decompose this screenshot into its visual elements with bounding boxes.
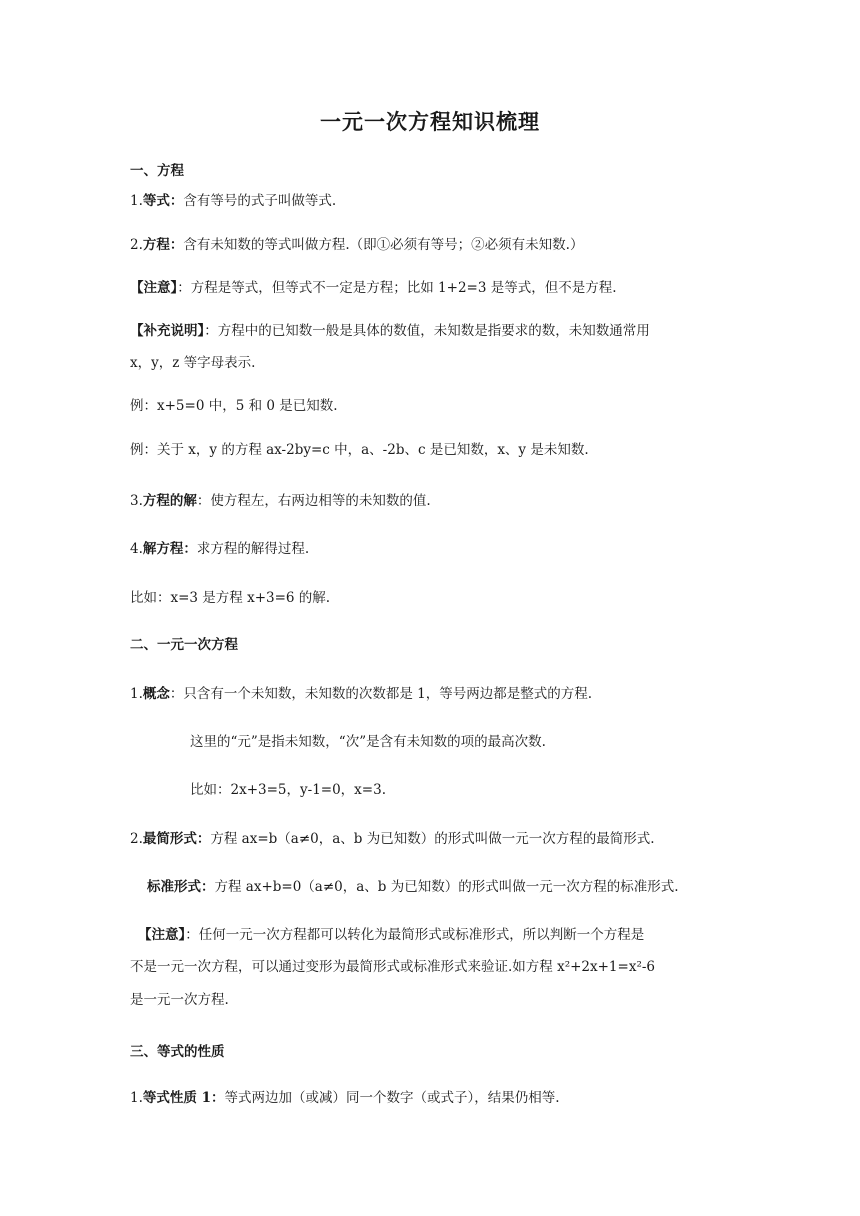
note-paragraph (130, 279, 730, 297)
item-number: 1. (130, 1090, 143, 1106)
paragraph-property-1 (130, 1089, 730, 1107)
item-number: 3. (130, 493, 143, 509)
item-number: 2. (130, 237, 143, 253)
term: 最简形式： (142, 831, 211, 847)
definition: ：使方程左，右两边相等的未知数的值. (196, 493, 431, 509)
example-1: 例：x+5=0 中，5 和 0 是已知数. (130, 398, 338, 414)
example-2: 例：关于 x，y 的方程 ax-2by=c 中，a、-2b、c 是已知数，x、y 是未知数. (130, 442, 589, 458)
term: 方程： (142, 237, 184, 253)
note-tag: 【注意】 (130, 280, 178, 296)
explanation-2: 比如：2x+3=5，y-1=0，x=3. (190, 782, 386, 798)
section-heading-3: 三、等式的性质 (130, 1044, 225, 1060)
paragraph-concept (130, 685, 730, 703)
item-number: 1. (130, 193, 143, 209)
note-paragraph-2-end: 是一元一次方程. (130, 992, 229, 1008)
term: 概念 (142, 686, 170, 702)
note-tag: 【注意】 (138, 927, 186, 943)
definition: 等式两边加（或减）同一个数字（或式子），结果仍相等. (224, 1090, 560, 1106)
term: 等式性质 1： (142, 1090, 225, 1106)
paragraph-solving (130, 540, 730, 558)
definition: 含有等号的式子叫做等式. (183, 193, 337, 209)
term: 标准形式： (147, 879, 215, 895)
example-3: 比如：x=3 是方程 x+3=6 的解. (130, 590, 331, 606)
definition: 方程 ax=b（a≠0，a、b 为已知数）的形式叫做一元一次方程的最简形式. (210, 831, 655, 847)
supplement-paragraph-cont: x，y，z 等字母表示. (130, 355, 256, 371)
definition: ：只含有一个未知数，未知数的次数都是 1，等号两边都是整式的方程. (169, 686, 593, 702)
definition: 含有未知数的等式叫做方程.（即①必须有等号；②必须有未知数.） (183, 237, 584, 253)
paragraph-standard-form (147, 878, 747, 896)
explanation-1: 这里的“元”是指未知数，“次”是含有未知数的项的最高次数. (190, 734, 546, 750)
term: 方程的解 (142, 493, 197, 509)
item-number: 1. (130, 686, 143, 702)
page-title: 一元一次方程知识梳理 (320, 109, 540, 134)
note-text: ：方程是等式，但等式不一定是方程；比如 1+2=3 是等式，但不是方程. (177, 280, 617, 296)
definition: 求方程的解得过程. (196, 541, 310, 557)
paragraph-solution (130, 492, 730, 510)
note-text: ：任何一元一次方程都可以转化为最简形式或标准形式，所以判断一个方程是 (185, 927, 645, 943)
note-paragraph-2 (138, 926, 738, 944)
paragraph-equation (130, 236, 730, 254)
item-number: 2. (130, 831, 143, 847)
definition: 方程 ax+b=0（a≠0，a、b 为已知数）的形式叫做一元一次方程的标准形式. (214, 879, 679, 895)
section-heading-1: 一、方程 (130, 163, 184, 179)
section-heading-2: 二、一元一次方程 (130, 637, 238, 653)
term: 等式： (142, 193, 184, 209)
paragraph-simplest-form (130, 830, 730, 848)
paragraph-equality (130, 192, 730, 210)
supplement-tag: 【补充说明】 (130, 323, 205, 339)
supplement-paragraph (130, 322, 730, 340)
note-paragraph-2-cont: 不是一元一次方程，可以通过变形为最简形式或标准形式来验证.如方程 x²+2x+1=x²-6 (130, 959, 656, 975)
item-number: 4. (130, 541, 143, 557)
supplement-text: ：方程中的已知数一般是具体的数值，未知数是指要求的数，未知数通常用 (204, 323, 650, 339)
term: 解方程： (142, 541, 197, 557)
